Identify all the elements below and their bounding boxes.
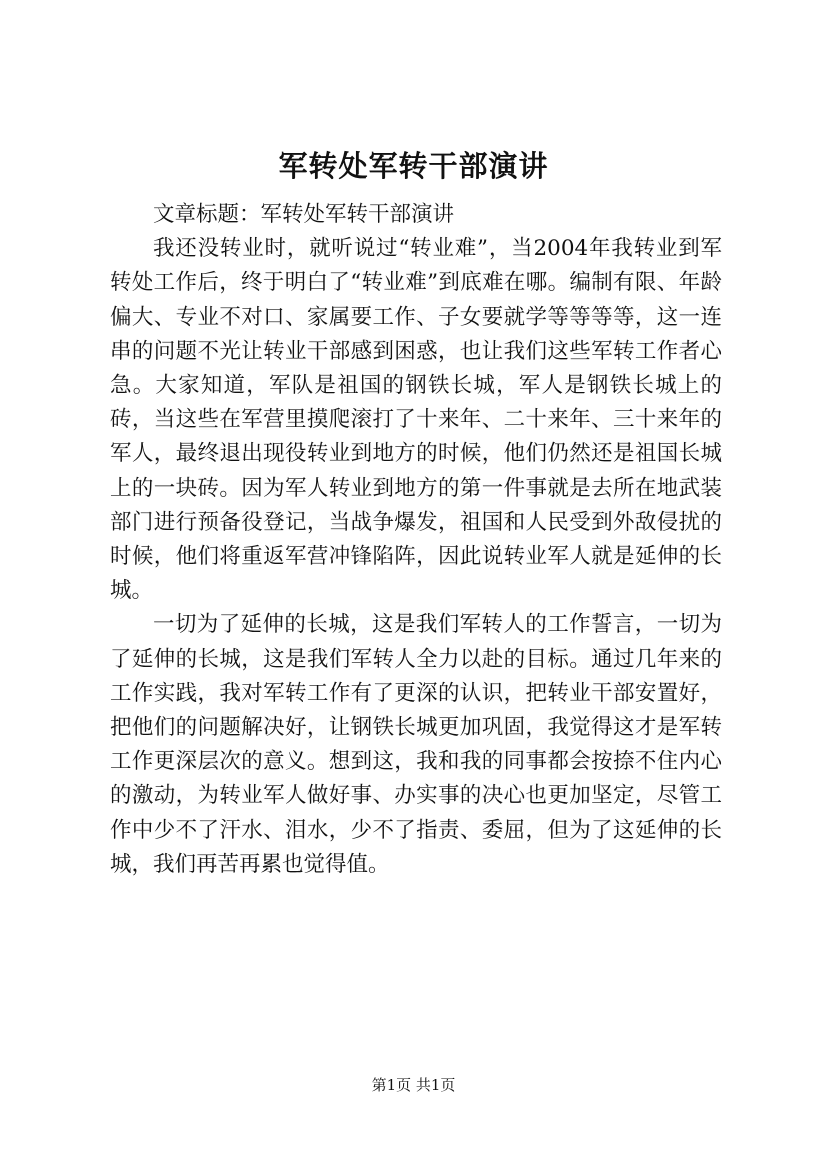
paragraph-2: 一切为了延伸的长城，这是我们军转人的工作誓言，一切为了延伸的长城，这是我们军转人全力以赴的目标。通过几年来的工作实践，我对军转工作有了更深的认识，把转业干部安置好，把他们的问题解决好，让钢铁长城更加巩固，我觉得这才是军转工作更深层次的意义。想到这，我和我的同事都会按捺不住内心的激动，为转业军人做好事、办实事的决心也更加坚定，尽管工作中少不了汗水、泪水，少不了指责、委屈，但为了这延伸的长城，我们再苦再累也觉得值。 [110,612,722,877]
document-title: 军转处军转干部演讲 [278,149,549,183]
document-body [110,198,722,882]
page-footer: 第1页 共1页 [371,1076,456,1094]
paragraph-1: 我还没转业时，就听说过“转业难”，当2004年我转业到军转处工作后，终于明白了“转业难”到底难在哪。编制有限、年龄偏大、专业不对口、家属要工作、子女要就学等等等等，这一连串的问题不光让转业干部感到困惑，也让我们这些军转工作者心急。大家知道，军队是祖国的钢铁长城，军人是钢铁长城上的砖，当这些在军营里摸爬滚打了十来年、二十来年、三十来年的军人，最终退出现役转业到地方的时候，他们仍然还是祖国长城上的一块砖。因为军人转业到地方的第一件事就是去所在地武装部门进行预备役登记，当战争爆发，祖国和人民受到外敌侵扰的时候，他们将重返军营冲锋陷阵，因此说转业军人就是延伸的长城。 [110,236,722,604]
article-title-line: 文章标题：军转处军转干部演讲 [153,202,455,227]
